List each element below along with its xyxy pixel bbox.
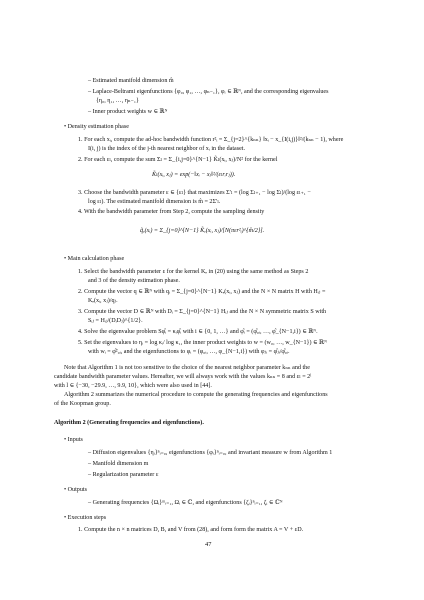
algorithm-heading: Algorithm 2 (Generating frequencies and eigenfunctions). — [54, 420, 204, 426]
list-item: – Generating frequencies {Ωᵢ}ᵐᵢ₌₁, Ωᵢ ∈ ℂ, and eigenfunctions {ζᵢ}ⁿᵢ₌₁, ζᵢ ∈ ℂᴺ — [88, 500, 283, 506]
paragraph-line: Note that Algorithm 1 is not too sensitive to the choice of the nearest neighbor parameter kₙₙ and the — [64, 365, 310, 371]
step-item: 1. Select the bandwidth parameter ε for the kernel Kₑ in (20) using the same method as Steps 2 — [78, 269, 309, 275]
step-item: 1. Compute the n × n matrices D, B, and V from (28), and form form the matrix A = V + εD. — [78, 527, 304, 533]
step-item: Kₑ(xᵢ, xⱼ)/qⱼ. — [88, 298, 118, 304]
list-item: – Regularization parameter ε — [88, 472, 159, 478]
paragraph-line: with l ∈ {−30, −29.9, …, 9.9, 10}, which were also used in [44]. — [54, 383, 212, 389]
list-item: – Manifold dimension m — [88, 461, 149, 467]
section-title-density: • Density estimation phase — [64, 124, 129, 130]
step-item: and 3 of the density estimation phase. — [88, 278, 180, 284]
paragraph-line: of the Koopman group. — [54, 401, 111, 407]
step-item: 3. Choose the bandwidth parameter ε ∈ {εₗ} that maximizes Σ′ₗ = (log Σₗ₊₁ − log Σₗ)/(log εₗ₊₁ − — [78, 190, 311, 196]
step-item: log εₗ). The estimated manifold dimension is m̂ = 2Σ′ₗ. — [88, 199, 221, 205]
section-title-outputs: • Outputs — [64, 487, 87, 493]
paragraph-line: Algorithm 2 summarizes the numerical procedure to compute the generating frequencies and eigenfunctions — [64, 392, 328, 398]
equation-density: q̃ₑ(xᵢ) = Σ_{j=0}^{N−1} K̃ₑ(xᵢ, xⱼ)/[N(πεr²ᵢ)^{m̂/2}]. — [140, 228, 265, 234]
step-item: 2. For each εₗ, compute the sum Σₗ = Σ_{i,j=0}^{N−1} K̃ₗ(xᵢ, xⱼ)/N² for the kernel — [78, 157, 278, 163]
step-item: 2. Compute the vector q ∈ ℝᴺ with qᵢ = Σ_{j=0}^{N−1} Kₑ(xᵢ, xⱼ) and the N × N matrix H with Hᵢⱼ = — [78, 289, 326, 295]
section-title-main: • Main calculation phase — [64, 256, 125, 262]
paragraph-line: candidate bandwidth parameter values. Hereafter, we will always work with the values kₙₙ = 8 and εₗ = 2ˡ — [54, 374, 312, 380]
list-item: – Inner product weights w ∈ ℝᴺ — [88, 109, 168, 115]
section-title-execution: • Execution steps — [64, 515, 107, 521]
step-item: with wᵢ = φ̂²₀ᵢ, and the eigenfunctions to φᵢ = (φ₀ᵢ, …, φ_{N−1,i}) with φⱼᵢ = φ̂ⱼᵢ/φ̂₀ᵢ. — [88, 349, 290, 355]
step-item: 1. For each xᵢ, compute the ad-hoc bandwidth function r²ᵢ = Σ_{j=2}^{kₙₙ} ‖xᵢ − x_{I(i,j)}‖²/(kₙₙ − 1), where — [78, 137, 344, 143]
step-item: Sᵢⱼ = Hᵢⱼ/(DᵢDⱼ)^{1/2}. — [88, 318, 143, 324]
step-item: 4. Solve the eigenvalue problem Sφ̂ᵢ = κᵢφ̂ᵢ with i ∈ {0, 1, …} and φ̂ᵢ = (φ̂₀ᵢ, …, φ̂_{N−1,i}) ∈ ℝᴺ. — [78, 329, 318, 335]
page-number: 47 — [205, 541, 212, 548]
step-item: 5. Set the eigenvalues to ηᵢ = log κᵢ/ log κ₁, the inner product weights to w = (w₀, …, w_{N−1}) ∈ ℝᴺ — [78, 340, 327, 346]
equation-kernel: K̃ₗ(xᵢ, xⱼ) = exp(−‖xᵢ − xⱼ‖²/(εₗrᵢrⱼ)). — [152, 172, 236, 178]
step-item: 4. With the bandwidth parameter from Step 2, compute the sampling density — [78, 209, 265, 215]
step-item: 3. Compute the vector D ∈ ℝᴺ with Dᵢ = Σ_{j=0}^{N−1} Hᵢⱼ and the N × N symmetric matrix S with — [78, 309, 327, 315]
section-title-inputs: • Inputs — [64, 437, 83, 443]
list-item: – Estimated manifold dimension m̂ — [88, 78, 174, 84]
list-item: {η₀, η₁, …, ηₙ₋₁} — [96, 98, 139, 104]
list-item: – Diffusion eigenvalues {ηᵢ}ⁿᵢ₌₀, eigenfunctions {φᵢ}ⁿᵢ₌₀, and invariant measure w from Algorithm 1 — [88, 450, 333, 456]
list-item: – Laplace-Beltrami eigenfunctions {φ₀, φ₁, …, φₙ₋₁}, φᵢ ∈ ℝᴺ, and the corresponding eigenvalues — [88, 89, 329, 95]
step-item: I(i, j) is the index of the j-th nearest neighbor of xᵢ in the dataset. — [88, 146, 246, 152]
